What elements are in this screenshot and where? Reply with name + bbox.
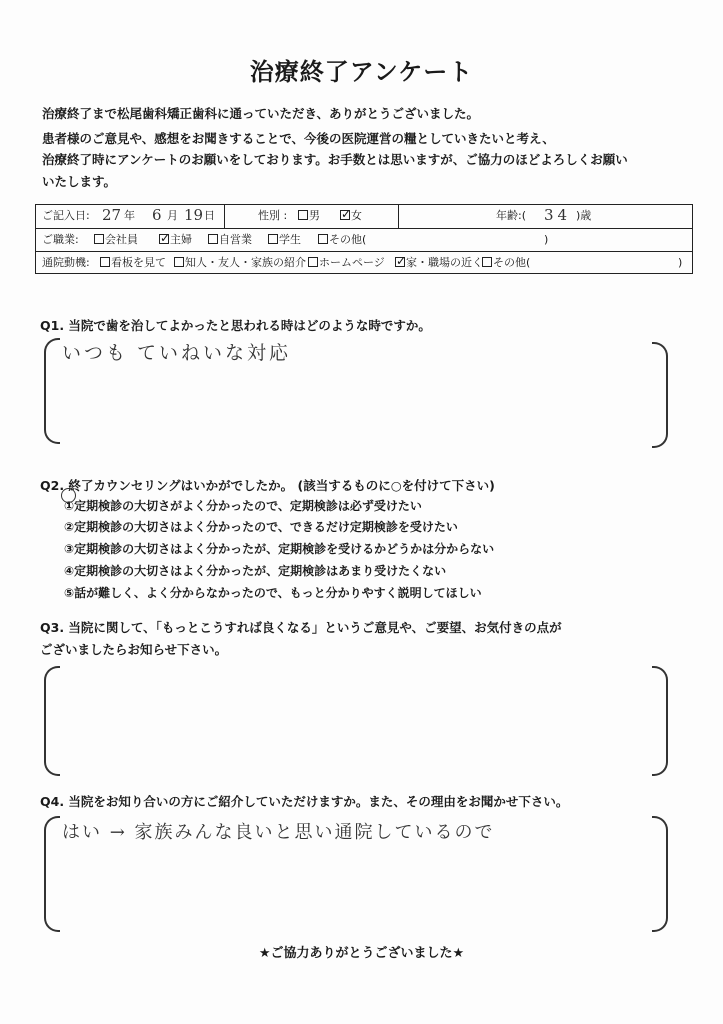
checkbox-referral[interactable] [174,257,184,267]
q1-answer[interactable]: いつも ていねいな対応 [62,342,292,364]
checkbox-male[interactable] [298,210,308,220]
checkbox-company[interactable] [94,234,104,244]
q4-bracket-right [652,816,668,932]
checkbox-student[interactable] [268,234,278,244]
day-unit: 日 [204,209,215,222]
checkbox-female[interactable] [340,210,350,220]
checkbox-nearby[interactable] [395,257,405,267]
q4-question: Q4. 当院をお知り合いの方にご紹介していただけますか。また、その理由をお聞かせ下さい。 [40,794,569,809]
q2-option-4[interactable]: ④定期検診の大切さはよく分かったが、定期検診はあまり受けたくない [64,564,447,578]
row-date-gender-age [36,205,692,229]
divider [224,205,225,228]
age-label: 年齢:( [496,209,526,222]
q3-bracket-left [44,666,60,776]
occupation-option-housewife[interactable]: ✓ 主婦 [159,229,192,250]
checkbox-website[interactable] [308,257,318,267]
date-year-value[interactable]: 27 [102,206,122,224]
occupation-option-company[interactable]: 会社員 [94,229,138,250]
q3-bracket-right [652,666,668,776]
occupation-option-other[interactable]: その他( [318,229,366,250]
checkbox-selfemployed[interactable] [208,234,218,244]
occupation-option-selfemployed[interactable]: 自営業 [208,229,252,250]
q3-question-line-2: ございましたらお知らせ下さい。 [40,642,228,657]
checkbox-signboard[interactable] [100,257,110,267]
motive-option-other[interactable]: その他( [482,252,530,273]
occupation-other-close: ) [544,233,549,246]
q1-bracket-right [652,342,668,448]
checkbox-motive-other[interactable] [482,257,492,267]
q2-option-5[interactable]: ⑤話が難しく、よく分からなかったので、もっと分かりやすく説明してほしい [64,586,482,600]
row-occupation [36,229,692,252]
motive-other-close: ) [678,256,683,269]
intro-line-1: 治療終了まで松尾歯科矯正歯科に通っていただき、ありがとうございました。 [42,106,480,121]
divider [398,205,399,228]
gender-option-female[interactable]: ✓ 女 [340,205,362,226]
date-day-value[interactable]: 19 [184,206,204,224]
q2-option-3[interactable]: ③定期検診の大切さはよく分かったが、定期検診を受けるかどうかは分からない [64,542,495,556]
age-value[interactable]: 34 [544,206,572,224]
age-unit: )歳 [576,209,592,222]
intro-line-2: 患者様のご意見や、感想をお聞きすることで、今後の医院運営の糧としていきたいと考え、 [42,131,555,146]
row-motive [36,252,692,275]
q4-bracket-left [44,816,60,932]
motive-option-nearby[interactable]: ✓ 家・職場の近く [395,252,483,273]
gender-option-male[interactable]: 男 [298,205,320,226]
checkbox-housewife[interactable] [159,234,169,244]
intro-line-3: 治療終了時にアンケートのお願いをしております。お手数とは思いますが、ご協力のほどよろしくお願い [42,152,628,167]
intro-line-4: いたします。 [42,174,117,189]
month-unit: 月 [167,209,178,222]
q2-question: Q2. 終了カウンセリングはいかがでしたか。 (該当するものに○を付けて下さい) [40,478,495,493]
motive-option-website[interactable]: ホームページ [308,252,385,273]
checkbox-occupation-other[interactable] [318,234,328,244]
gender-label: 性別 : [258,209,288,222]
occupation-label: ご職業: [42,233,79,246]
date-label: ご記入日: [42,209,90,222]
q2-option-1[interactable]: ①定期検診の大切さがよく分かったので、定期検診は必ず受けたい [64,499,422,513]
q1-question: Q1. 当院で歯を治してよかったと思われる時はどのような時ですか。 [40,318,431,333]
q4-answer[interactable]: はい → 家族みんな良いと思い通院しているので [62,822,495,843]
motive-label: 通院動機: [42,256,90,269]
q1-bracket-left [44,338,60,444]
year-unit: 年 [124,209,135,222]
footer-thanks: ★ご協力ありがとうございました★ [258,946,465,961]
survey-title: 治療終了アンケート [249,58,474,86]
q3-question-line-1: Q3. 当院に関して、「もっとこうすれば良くなる」というご意見や、ご要望、お気付きの点が [40,620,562,635]
motive-option-referral[interactable]: 知人・友人・家族の紹介 [174,252,306,273]
motive-option-signboard[interactable]: 看板を見て [100,252,166,273]
occupation-option-student[interactable]: 学生 [268,229,301,250]
respondent-info-table [35,204,693,274]
date-month-value[interactable]: 6 [152,206,162,224]
q2-option-2[interactable]: ②定期検診の大切さはよく分かったので、できるだけ定期検診を受けたい [64,520,458,534]
